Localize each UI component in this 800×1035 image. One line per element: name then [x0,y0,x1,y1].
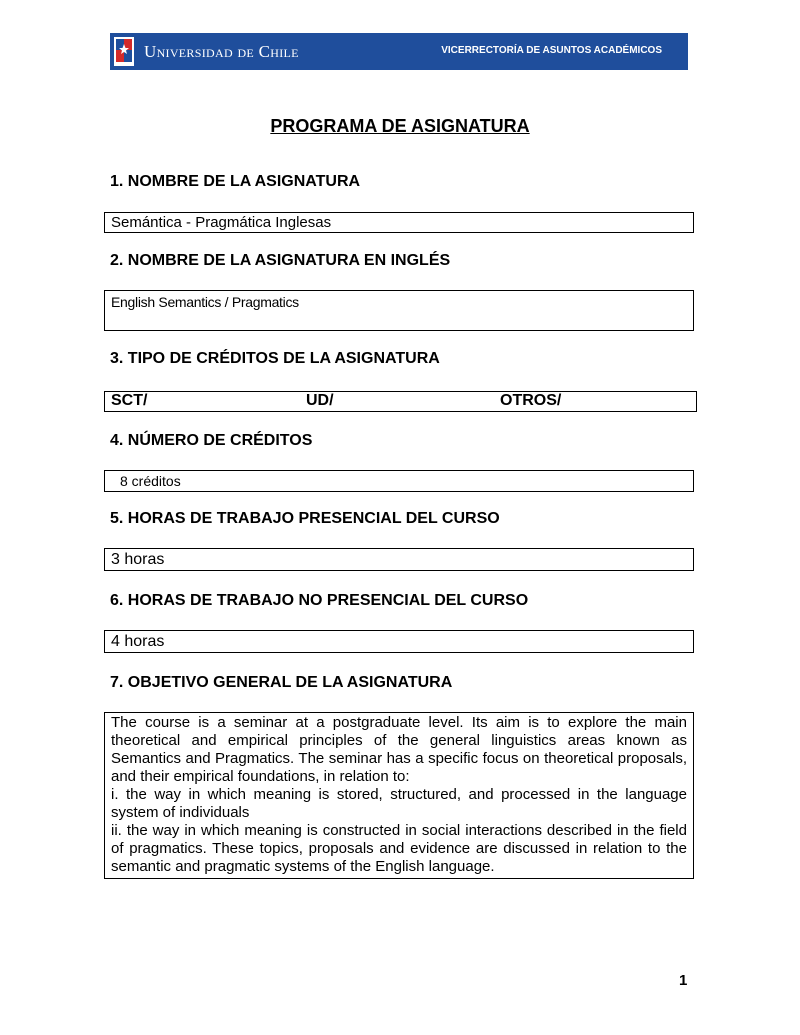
credit-type-sct: SCT/ [111,392,148,409]
section-5-heading: 5. HORAS DE TRABAJO PRESENCIAL DEL CURSO [110,510,500,527]
page-title: PROGRAMA DE ASIGNATURA [270,116,530,136]
credit-type-row [104,391,697,412]
course-name-english-value: English Semantics / Pragmatics [111,294,299,310]
presential-hours-box [104,548,694,571]
objective-item-i: i. the way in which meaning is stored, structured, and processed in the language system of individuals [111,786,687,821]
objective-paragraph: The course is a seminar at a postgraduate level. Its aim is to explore the main theoretical and empirical principles of the general linguistics areas known as Semantics and Pragmatics. The seminar has a specific focus on theoretical proposals, and their empirical foundations, in relation to: [111,714,687,785]
non-presential-hours-box [104,630,694,653]
credits-number-box [104,470,694,492]
presential-hours-value: 3 horas [111,551,165,568]
credit-type-otros: OTROS/ [500,392,562,409]
section-2-heading: 2. NOMBRE DE LA ASIGNATURA EN INGLÉS [110,252,451,269]
page-number: 1 [679,972,688,989]
section-1-heading: 1. NOMBRE DE LA ASIGNATURA [110,173,361,190]
credits-number-value: 8 créditos [120,473,181,489]
course-name-english-box [104,290,694,331]
section-4-heading: 4. NÚMERO DE CRÉDITOS [110,432,313,449]
university-crest-icon [114,37,134,66]
non-presential-hours-value: 4 horas [111,633,165,650]
section-6-heading: 6. HORAS DE TRABAJO NO PRESENCIAL DEL CURSO [110,592,529,609]
general-objective-box [104,712,694,879]
credit-type-ud: UD/ [306,392,334,409]
university-name: Universidad de Chile [144,42,299,61]
section-3-heading: 3. TIPO DE CRÉDITOS DE LA ASIGNATURA [110,350,440,367]
department-name: VICERRECTORÍA DE ASUNTOS ACADÉMICOS [441,45,662,56]
header-banner [110,33,688,70]
course-name-value: Semántica - Pragmática Inglesas [111,214,332,231]
objective-item-ii: ii. the way in which meaning is constructed in social interactions described in the field of pragmatics. These topics, proposals and evidence are discussed in relation to the semantic and pragmatic systems of the English language. [111,822,687,875]
section-7-heading: 7. OBJETIVO GENERAL DE LA ASIGNATURA [110,674,453,691]
course-name-box [104,212,694,233]
